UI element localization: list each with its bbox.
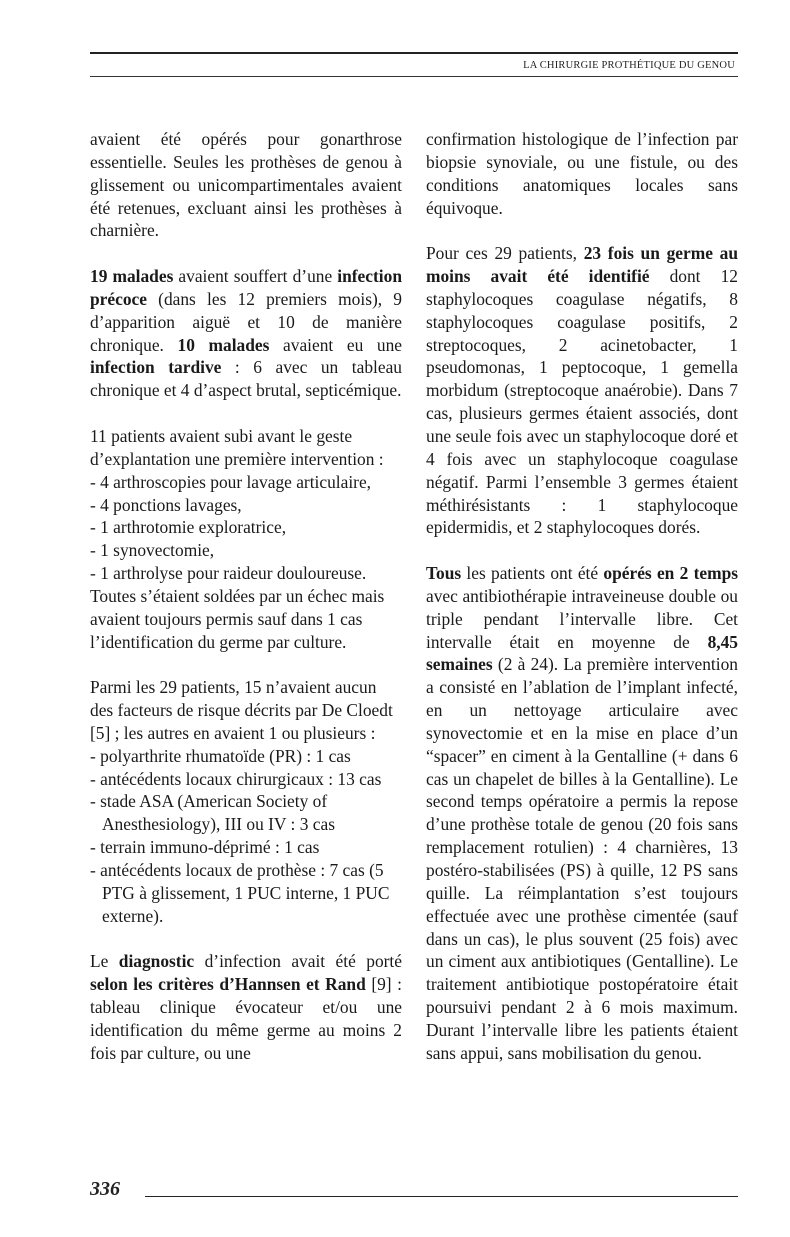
left-paragraph-3 [90,425,402,653]
bold-run: Tous [426,563,462,584]
list-item: - terrain immuno-déprimé : 1 cas [90,837,320,858]
right-paragraph-1: confirmation histologique de l’infection par biopsie synoviale, ou une fistule, ou des conditions anatomiques locales sans équivoque. [426,129,738,218]
intervention-list [90,471,402,585]
text-run: dont 12 staphylocoques coagulase négatifs, 8 staphylocoques coagulase positifs, 2 streptocoques, 2 acinetobacter, 1 pseudomonas, 1 peptocoque, 1 gemella morbidum (streptocoque anaérobie). Dans 7 cas, plusieurs germes étaient associés, dont une seule fois avec un staphylocoque doré et 4 fois avec un staphylocoque coagulase négatif. Parmi l’ensemble 3 germes étaient méthirésistants : 1 staphylocoque epidermidis, et 2 staphylocoques dorés. [426,266,738,538]
risk-factor-list [90,745,402,928]
bold-run: infection tardive [90,357,222,378]
list-item: - polyarthrite rhumatoïde (PR) : 1 cas [90,745,351,766]
bold-run: selon les critères d’Hannsen et Rand [90,974,366,995]
left-paragraph-2 [90,265,402,402]
text-run: Le [90,951,119,972]
right-paragraph-3 [426,562,738,1065]
header-rule [90,76,738,77]
list-item: - 4 ponctions lavages, [90,494,242,515]
left-paragraph-5 [90,950,402,1064]
bold-run: 19 malades [90,266,174,287]
text-run: les patients ont été [461,563,604,584]
top-rule [90,52,738,54]
running-head: LA CHIRURGIE PROTHÉTIQUE DU GENOU [523,60,735,71]
bold-run: infection précoce [90,266,402,309]
text-run: avaient eu une [269,334,403,355]
left-paragraph-1: avaient été opérés pour gonarthrose essentielle. Seules les prothèses de genou à glissement ou unicompartimentales avaient été retenues, excluant ainsi les prothèses à charnière. [90,129,402,241]
right-paragraph-2 [426,242,738,539]
bold-run: opérés en 2 temps [603,563,739,584]
left-paragraph-4 [90,676,402,927]
text-run: avaient souffert d’une [173,266,338,287]
text-run: d’infection avait été porté [194,951,402,972]
right-column [426,128,738,1065]
bold-run: 8,45 semaines [426,631,738,675]
text-run: avec antibiothérapie intraveineuse double ou triple pendant l’intervalle libre. Cet intervalle était en moyenne de [426,585,738,652]
list-item: - stade ASA (American Society of Anesthesiology), III ou IV : 3 cas [90,791,335,835]
bold-run: 23 fois un germe au moins avait été identifié [426,243,739,287]
list-item: - 4 arthroscopies pour lavage articulaire, [90,471,372,492]
page-number: 336 [90,1178,120,1200]
bold-run: diagnostic [118,951,195,972]
bold-run: 10 malades [177,334,270,355]
list-item: - 1 arthrolyse pour raideur douloureuse. [90,563,367,584]
left-column [90,128,402,1065]
text-run: (2 à 24). La première intervention a consisté en l’ablation de l’implant infecté, en un nettoyage articulaire avec synovectomie et en la mise en place d’un “spacer” en ciment à la Gentalline (+ dans 6 cas un chapelet de billes à la Gentalline). Le second temps opératoire a permis la repose d’une prothèse totale de genou (20 fois sans remplacement rotulien) : 4 charnières, 13 postéro-stabilisées (PS) à quille, 12 PS sans quille. La réimplantation s’est toujours effectuée avec une prothèse cimentée (sauf dans un cas), le plus souvent (25 fois) avec un ciment aux antibiotiques (Gentalline). Le traitement antibiotique postopératoire était poursuivi pendant 2 à 6 mois maximum. Durant l’intervalle libre les patients étaient sans appui, sans mobilisation du genou. [426,654,738,1063]
list-item: - 1 synovectomie, [90,540,215,561]
footer-rule [145,1196,738,1197]
list-item: - antécédents locaux de prothèse : 7 cas (5 PTG à glissement, 1 PUC interne, 1 PUC externe). [90,860,390,926]
risk-intro: Parmi les 29 patients, 15 n’avaient aucun des facteurs de risque décrits par De Cloedt [5] ; les autres en avaient 1 ou plusieurs : [90,677,393,743]
text-run: : 6 avec un tableau chronique et 4 d’aspect brutal, septicémique. [90,357,402,401]
text-run: [9] : tableau clinique évocateur et/ou une identification du même germe au moins 2 fois par culture, ou une [90,974,402,1063]
intervention-intro: 11 patients avaient subi avant le geste d’explantation une première intervention : [90,425,384,469]
intervention-outro: Toutes s’étaient soldées par un échec mais avaient toujours permis sauf dans 1 cas l’identification du germe par culture. [90,585,385,652]
text-run: Pour ces 29 patients, [426,243,584,264]
text-run: (dans les 12 premiers mois), 9 d’apparition aiguë et 10 de manière chronique. [90,288,402,355]
list-item: - antécédents locaux chirurgicaux : 13 cas [90,768,382,789]
list-item: - 1 arthrotomie exploratrice, [90,517,287,538]
